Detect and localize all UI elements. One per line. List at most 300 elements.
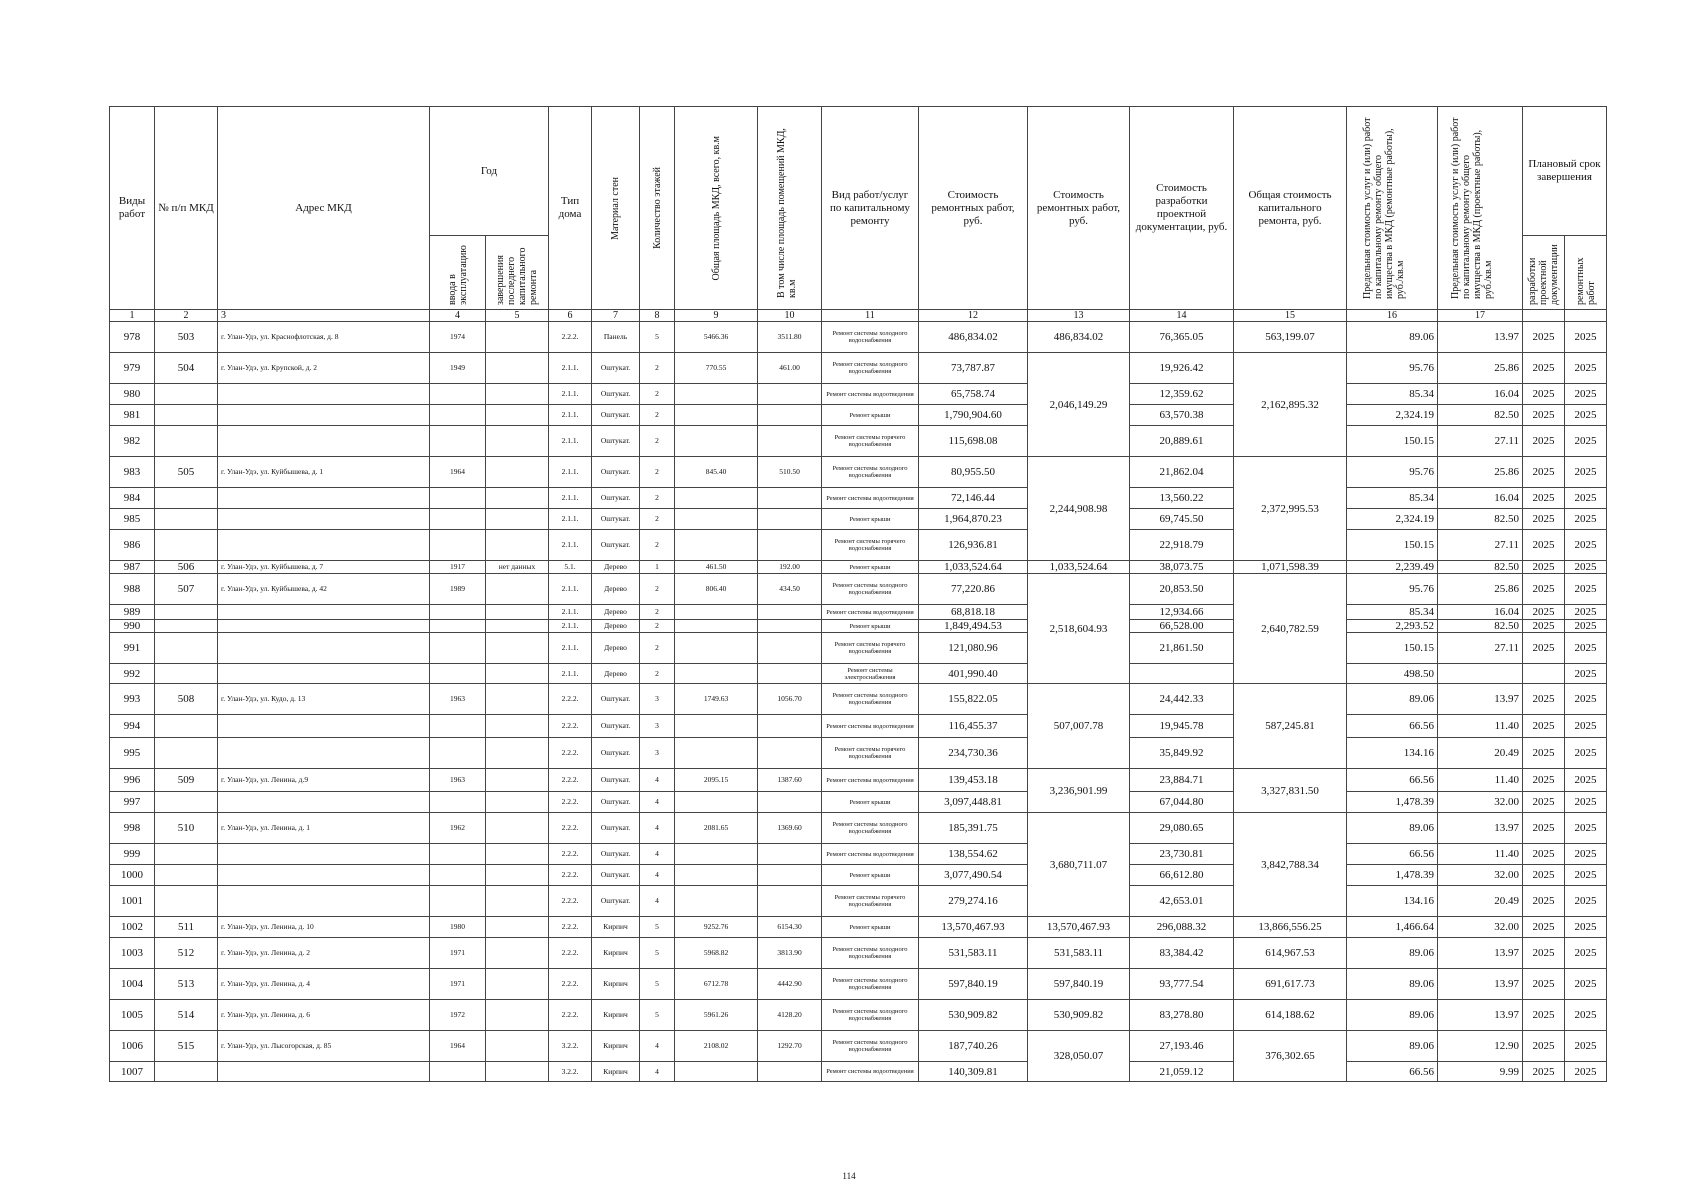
cell-address bbox=[218, 530, 430, 561]
cell-pred-proekt: 9.99 bbox=[1438, 1062, 1523, 1082]
cell-pred-rem: 1,478.39 bbox=[1347, 865, 1438, 886]
cell-stoim-proekt: 296,088.32 bbox=[1130, 917, 1234, 938]
cell-vid: 980 bbox=[110, 384, 155, 405]
cell-srok-proekt: 2025 bbox=[1523, 738, 1565, 769]
table-row bbox=[110, 605, 1607, 620]
cell-stoim-proekt: 24,442.33 bbox=[1130, 684, 1234, 715]
header-srok-proekt: разработки проектной документации bbox=[1526, 243, 1560, 305]
cell-stoim-rem: 121,080.96 bbox=[919, 633, 1028, 664]
cell-vid: 986 bbox=[110, 530, 155, 561]
col-number: 4 bbox=[430, 310, 486, 322]
cell-etazh: 5 bbox=[640, 969, 675, 1000]
table-row bbox=[110, 405, 1607, 426]
cell-pred-rem: 66.56 bbox=[1347, 844, 1438, 865]
cell-npp bbox=[155, 620, 218, 633]
cell-srok-rem: 2025 bbox=[1565, 969, 1607, 1000]
cell-vid: 999 bbox=[110, 844, 155, 865]
cell-pred-rem: 89.06 bbox=[1347, 938, 1438, 969]
cell-srok-proekt: 2025 bbox=[1523, 633, 1565, 664]
cell-stoim-rem-total: 486,834.02 bbox=[1028, 322, 1130, 353]
table-row bbox=[110, 620, 1607, 633]
cell-year-vvod: 1980 bbox=[430, 917, 486, 938]
cell-pred-proekt: 27.11 bbox=[1438, 530, 1523, 561]
cell-obsh-pl: 1749.63 bbox=[675, 684, 758, 715]
cell-pl-pom bbox=[758, 844, 822, 865]
cell-npp bbox=[155, 509, 218, 530]
table-row bbox=[110, 561, 1607, 574]
cell-work-type: Ремонт крыши bbox=[822, 792, 919, 813]
cell-stoim-proekt: 19,945.78 bbox=[1130, 715, 1234, 738]
cell-pl-pom bbox=[758, 664, 822, 684]
cell-npp: 503 bbox=[155, 322, 218, 353]
cell-etazh: 4 bbox=[640, 1031, 675, 1062]
cell-stoim-rem: 155,822.05 bbox=[919, 684, 1028, 715]
cell-year-vvod bbox=[430, 1062, 486, 1082]
cell-year-zav bbox=[486, 738, 549, 769]
cell-year-zav bbox=[486, 969, 549, 1000]
header-stoim-proekt: Стоимость разработки проектной документации, руб. bbox=[1130, 107, 1234, 310]
cell-pred-rem: 150.15 bbox=[1347, 426, 1438, 457]
cell-work-type: Ремонт системы горячего водоснабжения bbox=[822, 738, 919, 769]
cell-tip: 2.1.1. bbox=[549, 530, 592, 561]
cell-tip: 2.2.2. bbox=[549, 738, 592, 769]
cell-stoim-rem-total: 1,033,524.64 bbox=[1028, 561, 1130, 574]
cell-tip: 2.2.2. bbox=[549, 886, 592, 917]
cell-vid: 1006 bbox=[110, 1031, 155, 1062]
cell-pred-rem: 150.15 bbox=[1347, 530, 1438, 561]
header-tip: Тип дома bbox=[549, 107, 592, 310]
cell-year-zav bbox=[486, 715, 549, 738]
cell-srok-rem: 2025 bbox=[1565, 405, 1607, 426]
cell-srok-rem: 2025 bbox=[1565, 561, 1607, 574]
table-row bbox=[110, 715, 1607, 738]
cell-pred-proekt: 82.50 bbox=[1438, 509, 1523, 530]
cell-stoim-proekt: 12,359.62 bbox=[1130, 384, 1234, 405]
cell-pred-proekt: 82.50 bbox=[1438, 561, 1523, 574]
cell-stoim-rem: 3,097,448.81 bbox=[919, 792, 1028, 813]
cell-material: Оштукат. bbox=[592, 886, 640, 917]
cell-srok-rem: 2025 bbox=[1565, 509, 1607, 530]
cell-stoim-rem-total: 530,909.82 bbox=[1028, 1000, 1130, 1031]
cell-year-vvod bbox=[430, 605, 486, 620]
cell-work-type: Ремонт системы холодного водоснабжения bbox=[822, 457, 919, 488]
cell-address bbox=[218, 405, 430, 426]
cell-work-type: Ремонт системы водоотведения bbox=[822, 384, 919, 405]
cell-etazh: 2 bbox=[640, 426, 675, 457]
cell-pred-rem: 85.34 bbox=[1347, 384, 1438, 405]
cell-npp bbox=[155, 530, 218, 561]
cell-material: Кирпич bbox=[592, 1000, 640, 1031]
cell-stoim-rem: 77,220.86 bbox=[919, 574, 1028, 605]
cell-year-vvod: 1963 bbox=[430, 684, 486, 715]
cell-material: Оштукат. bbox=[592, 509, 640, 530]
cell-work-type: Ремонт системы холодного водоснабжения bbox=[822, 684, 919, 715]
cell-stoim-rem: 279,274.16 bbox=[919, 886, 1028, 917]
cell-obsh-pl: 770.55 bbox=[675, 353, 758, 384]
cell-srok-proekt: 2025 bbox=[1523, 605, 1565, 620]
col-number: 1 bbox=[110, 310, 155, 322]
cell-year-zav bbox=[486, 605, 549, 620]
cell-stoim-proekt: 23,884.71 bbox=[1130, 769, 1234, 792]
cell-material: Оштукат. bbox=[592, 384, 640, 405]
cell-pred-proekt: 20.49 bbox=[1438, 886, 1523, 917]
cell-stoim-proekt: 21,862.04 bbox=[1130, 457, 1234, 488]
cell-pred-proekt: 32.00 bbox=[1438, 865, 1523, 886]
cell-material: Кирпич bbox=[592, 938, 640, 969]
cell-material: Оштукат. bbox=[592, 405, 640, 426]
cell-pred-rem: 89.06 bbox=[1347, 684, 1438, 715]
cell-pl-pom bbox=[758, 509, 822, 530]
cell-stoim-rem-total: 328,050.07 bbox=[1028, 1031, 1130, 1082]
cell-obsh-stoim: 563,199.07 bbox=[1234, 322, 1347, 353]
cell-tip: 2.1.1. bbox=[549, 633, 592, 664]
cell-vid: 991 bbox=[110, 633, 155, 664]
cell-srok-proekt: 2025 bbox=[1523, 813, 1565, 844]
table-body bbox=[110, 322, 1607, 1082]
cell-etazh: 2 bbox=[640, 574, 675, 605]
cell-srok-proekt: 2025 bbox=[1523, 509, 1565, 530]
col-number: 3 bbox=[218, 310, 430, 322]
cell-material: Оштукат. bbox=[592, 715, 640, 738]
cell-npp: 505 bbox=[155, 457, 218, 488]
cell-obsh-stoim: 2,162,895.32 bbox=[1234, 353, 1347, 457]
cell-srok-rem: 2025 bbox=[1565, 1000, 1607, 1031]
cell-pl-pom bbox=[758, 1062, 822, 1082]
table-row bbox=[110, 664, 1607, 684]
cell-srok-rem: 2025 bbox=[1565, 426, 1607, 457]
cell-obsh-pl bbox=[675, 664, 758, 684]
cell-tip: 3.2.2. bbox=[549, 1062, 592, 1082]
cell-pred-rem: 2,324.19 bbox=[1347, 405, 1438, 426]
cell-srok-rem: 2025 bbox=[1565, 917, 1607, 938]
cell-work-type: Ремонт системы холодного водоснабжения bbox=[822, 574, 919, 605]
cell-srok-proekt: 2025 bbox=[1523, 561, 1565, 574]
cell-stoim-rem: 140,309.81 bbox=[919, 1062, 1028, 1082]
cell-obsh-pl: 2095.15 bbox=[675, 769, 758, 792]
cell-etazh: 2 bbox=[640, 620, 675, 633]
cell-vid: 1002 bbox=[110, 917, 155, 938]
cell-npp bbox=[155, 488, 218, 509]
cell-vid: 995 bbox=[110, 738, 155, 769]
cell-stoim-proekt: 20,853.50 bbox=[1130, 574, 1234, 605]
cell-stoim-rem: 530,909.82 bbox=[919, 1000, 1028, 1031]
cell-pl-pom bbox=[758, 792, 822, 813]
cell-srok-rem: 2025 bbox=[1565, 457, 1607, 488]
cell-work-type: Ремонт системы горячего водоснабжения bbox=[822, 530, 919, 561]
cell-work-type: Ремонт крыши bbox=[822, 620, 919, 633]
cell-stoim-rem: 234,730.36 bbox=[919, 738, 1028, 769]
cell-obsh-stoim: 3,842,788.34 bbox=[1234, 813, 1347, 917]
cell-srok-proekt: 2025 bbox=[1523, 844, 1565, 865]
cell-npp: 515 bbox=[155, 1031, 218, 1062]
cell-pl-pom bbox=[758, 738, 822, 769]
cell-address: г. Улан-Удэ, ул. Куйбышева, д. 42 bbox=[218, 574, 430, 605]
cell-stoim-proekt: 19,926.42 bbox=[1130, 353, 1234, 384]
col-number: 15 bbox=[1234, 310, 1347, 322]
cell-year-zav bbox=[486, 322, 549, 353]
cell-address bbox=[218, 792, 430, 813]
cell-tip: 2.1.1. bbox=[549, 605, 592, 620]
cell-etazh: 2 bbox=[640, 664, 675, 684]
cell-pred-proekt: 82.50 bbox=[1438, 620, 1523, 633]
cell-stoim-rem-total: 507,007.78 bbox=[1028, 684, 1130, 769]
cell-pred-proekt: 13.97 bbox=[1438, 938, 1523, 969]
cell-pred-rem: 134.16 bbox=[1347, 738, 1438, 769]
cell-pl-pom: 4128.20 bbox=[758, 1000, 822, 1031]
header-vidy: Виды работ bbox=[110, 107, 155, 310]
cell-vid: 984 bbox=[110, 488, 155, 509]
cell-srok-rem: 2025 bbox=[1565, 322, 1607, 353]
col-number: 10 bbox=[758, 310, 822, 322]
cell-stoim-rem: 116,455.37 bbox=[919, 715, 1028, 738]
col-number: 5 bbox=[486, 310, 549, 322]
cell-pl-pom bbox=[758, 633, 822, 664]
cell-obsh-stoim: 587,245.81 bbox=[1234, 684, 1347, 769]
table-row bbox=[110, 426, 1607, 457]
cell-tip: 2.2.2. bbox=[549, 1000, 592, 1031]
cell-obsh-pl: 5961.26 bbox=[675, 1000, 758, 1031]
cell-work-type: Ремонт системы холодного водоснабжения bbox=[822, 1000, 919, 1031]
cell-pred-proekt: 16.04 bbox=[1438, 605, 1523, 620]
cell-stoim-proekt: 66,528.00 bbox=[1130, 620, 1234, 633]
cell-obsh-stoim: 614,967.53 bbox=[1234, 938, 1347, 969]
cell-srok-rem: 2025 bbox=[1565, 1062, 1607, 1082]
cell-address: г. Улан-Удэ, ул. Ленина, д. 4 bbox=[218, 969, 430, 1000]
cell-material: Оштукат. bbox=[592, 353, 640, 384]
cell-etazh: 2 bbox=[640, 509, 675, 530]
cell-obsh-pl: 9252.76 bbox=[675, 917, 758, 938]
cell-obsh-pl: 2108.02 bbox=[675, 1031, 758, 1062]
cell-stoim-rem-total: 3,236,901.99 bbox=[1028, 769, 1130, 813]
cell-work-type: Ремонт системы холодного водоснабжения bbox=[822, 353, 919, 384]
cell-tip: 2.2.2. bbox=[549, 938, 592, 969]
cell-obsh-pl bbox=[675, 605, 758, 620]
cell-pl-pom: 510.50 bbox=[758, 457, 822, 488]
cell-obsh-pl bbox=[675, 488, 758, 509]
cell-work-type: Ремонт крыши bbox=[822, 509, 919, 530]
cell-stoim-rem: 187,740.26 bbox=[919, 1031, 1028, 1062]
cell-pred-rem: 89.06 bbox=[1347, 969, 1438, 1000]
cell-tip: 2.2.2. bbox=[549, 715, 592, 738]
cell-work-type: Ремонт системы холодного водоснабжения bbox=[822, 813, 919, 844]
cell-year-zav bbox=[486, 844, 549, 865]
cell-tip: 2.1.1. bbox=[549, 664, 592, 684]
header-pred-rem: Предельная стоимость услуг и (или) работ по капитальному ремонту общего имущества в МКД (ремонтные работы), руб./кв.м bbox=[1362, 117, 1406, 299]
cell-etazh: 4 bbox=[640, 792, 675, 813]
col-number: 6 bbox=[549, 310, 592, 322]
cell-srok-rem: 2025 bbox=[1565, 738, 1607, 769]
cell-vid: 1004 bbox=[110, 969, 155, 1000]
cell-srok-rem: 2025 bbox=[1565, 574, 1607, 605]
header-god-zav: завершения последнего капитального ремонта bbox=[495, 247, 539, 305]
cell-pred-rem: 95.76 bbox=[1347, 353, 1438, 384]
cell-npp: 509 bbox=[155, 769, 218, 792]
header-obsh-pl: Общая площадь МКД, всего, кв.м bbox=[710, 135, 722, 281]
header-obsh-stoim: Общая стоимость капитального ремонта, руб. bbox=[1234, 107, 1347, 310]
cell-srok-proekt: 2025 bbox=[1523, 488, 1565, 509]
cell-tip: 2.1.1. bbox=[549, 574, 592, 605]
cell-srok-rem: 2025 bbox=[1565, 684, 1607, 715]
col-number: 13 bbox=[1028, 310, 1130, 322]
cell-pred-proekt: 13.97 bbox=[1438, 1000, 1523, 1031]
cell-tip: 2.2.2. bbox=[549, 322, 592, 353]
cell-material: Кирпич bbox=[592, 1062, 640, 1082]
table-row bbox=[110, 738, 1607, 769]
cell-material: Оштукат. bbox=[592, 457, 640, 488]
cell-address bbox=[218, 384, 430, 405]
cell-address: г. Улан-Удэ, ул. Крупской, д. 2 bbox=[218, 353, 430, 384]
cell-etazh: 2 bbox=[640, 384, 675, 405]
cell-srok-proekt: 2025 bbox=[1523, 405, 1565, 426]
cell-srok-rem: 2025 bbox=[1565, 633, 1607, 664]
cell-npp bbox=[155, 664, 218, 684]
cell-address bbox=[218, 664, 430, 684]
cell-work-type: Ремонт крыши bbox=[822, 917, 919, 938]
cell-srok-proekt: 2025 bbox=[1523, 715, 1565, 738]
cell-material: Оштукат. bbox=[592, 865, 640, 886]
cell-stoim-rem: 3,077,490.54 bbox=[919, 865, 1028, 886]
cell-pred-rem: 85.34 bbox=[1347, 488, 1438, 509]
table-row bbox=[110, 633, 1607, 664]
table-row bbox=[110, 530, 1607, 561]
cell-obsh-stoim: 2,372,995.53 bbox=[1234, 457, 1347, 561]
cell-year-vvod: 1949 bbox=[430, 353, 486, 384]
table-row bbox=[110, 457, 1607, 488]
cell-work-type: Ремонт системы горячего водоснабжения bbox=[822, 886, 919, 917]
cell-etazh: 4 bbox=[640, 769, 675, 792]
cell-pl-pom bbox=[758, 620, 822, 633]
col-number: 16 bbox=[1347, 310, 1438, 322]
cell-srok-proekt: 2025 bbox=[1523, 792, 1565, 813]
cell-year-vvod bbox=[430, 405, 486, 426]
cell-tip: 2.1.1. bbox=[549, 384, 592, 405]
cell-stoim-proekt: 83,384.42 bbox=[1130, 938, 1234, 969]
cell-npp bbox=[155, 738, 218, 769]
cell-pred-rem: 2,239.49 bbox=[1347, 561, 1438, 574]
cell-material: Оштукат. bbox=[592, 813, 640, 844]
header-pred-proekt: Предельная стоимость услуг и (или) работ по капитальному ремонту общего имущества в МКД (проектные работы), руб./кв.м bbox=[1450, 117, 1494, 299]
cell-vid: 981 bbox=[110, 405, 155, 426]
cell-obsh-stoim: 1,071,598.39 bbox=[1234, 561, 1347, 574]
cell-address: г. Улан-Удэ, ул. Ленина, д. 2 bbox=[218, 938, 430, 969]
cell-stoim-proekt: 93,777.54 bbox=[1130, 969, 1234, 1000]
cell-material: Кирпич bbox=[592, 969, 640, 1000]
cell-obsh-pl: 5466.36 bbox=[675, 322, 758, 353]
cell-npp bbox=[155, 865, 218, 886]
cell-vid: 996 bbox=[110, 769, 155, 792]
cell-year-zav bbox=[486, 488, 549, 509]
cell-obsh-stoim: 614,188.62 bbox=[1234, 1000, 1347, 1031]
cell-npp bbox=[155, 792, 218, 813]
cell-stoim-rem: 531,583.11 bbox=[919, 938, 1028, 969]
table-row bbox=[110, 886, 1607, 917]
cell-srok-proekt: 2025 bbox=[1523, 769, 1565, 792]
cell-pred-rem: 89.06 bbox=[1347, 813, 1438, 844]
cell-stoim-rem-total: 2,046,149.29 bbox=[1028, 353, 1130, 457]
cell-srok-rem: 2025 bbox=[1565, 1031, 1607, 1062]
header-srok-rem: ремонтных работ bbox=[1574, 256, 1597, 305]
header-god-vvod: ввода в эксплуатацию bbox=[446, 244, 469, 305]
table-row bbox=[110, 353, 1607, 384]
cell-pl-pom: 3511.80 bbox=[758, 322, 822, 353]
cell-pred-proekt: 11.40 bbox=[1438, 715, 1523, 738]
cell-etazh: 5 bbox=[640, 917, 675, 938]
cell-material: Оштукат. bbox=[592, 684, 640, 715]
col-number: 9 bbox=[675, 310, 758, 322]
cell-etazh: 3 bbox=[640, 738, 675, 769]
table-row bbox=[110, 969, 1607, 1000]
cell-pl-pom: 192.00 bbox=[758, 561, 822, 574]
cell-work-type: Ремонт системы водоотведения bbox=[822, 769, 919, 792]
cell-srok-proekt: 2025 bbox=[1523, 384, 1565, 405]
cell-npp: 504 bbox=[155, 353, 218, 384]
cell-srok-rem: 2025 bbox=[1565, 620, 1607, 633]
cell-etazh: 2 bbox=[640, 405, 675, 426]
cell-obsh-pl bbox=[675, 426, 758, 457]
cell-obsh-pl: 845.40 bbox=[675, 457, 758, 488]
cell-stoim-rem: 597,840.19 bbox=[919, 969, 1028, 1000]
header-god: Год bbox=[430, 107, 549, 236]
cell-work-type: Ремонт системы холодного водоснабжения bbox=[822, 1031, 919, 1062]
cell-tip: 2.2.2. bbox=[549, 844, 592, 865]
cell-stoim-proekt: 29,080.65 bbox=[1130, 813, 1234, 844]
col-number: 7 bbox=[592, 310, 640, 322]
cell-material: Оштукат. bbox=[592, 792, 640, 813]
header-stoim-rem-2: Стоимость ремонтных работ, руб. bbox=[1028, 107, 1130, 310]
cell-etazh: 1 bbox=[640, 561, 675, 574]
cell-pl-pom: 1292.70 bbox=[758, 1031, 822, 1062]
cell-year-vvod bbox=[430, 664, 486, 684]
cell-stoim-rem: 1,964,870.23 bbox=[919, 509, 1028, 530]
cell-stoim-rem: 65,758.74 bbox=[919, 384, 1028, 405]
cell-vid: 983 bbox=[110, 457, 155, 488]
cell-vid: 987 bbox=[110, 561, 155, 574]
cell-pl-pom bbox=[758, 530, 822, 561]
cell-srok-proekt: 2025 bbox=[1523, 938, 1565, 969]
cell-address bbox=[218, 605, 430, 620]
cell-obsh-stoim: 13,866,556.25 bbox=[1234, 917, 1347, 938]
cell-pl-pom bbox=[758, 715, 822, 738]
cell-etazh: 4 bbox=[640, 844, 675, 865]
cell-etazh: 2 bbox=[640, 530, 675, 561]
cell-pred-proekt: 27.11 bbox=[1438, 633, 1523, 664]
cell-year-vvod: 1962 bbox=[430, 813, 486, 844]
header-etazh: Количество этажей bbox=[651, 167, 663, 249]
cell-srok-rem: 2025 bbox=[1565, 792, 1607, 813]
cell-year-vvod: 1964 bbox=[430, 457, 486, 488]
cell-srok-proekt: 2025 bbox=[1523, 620, 1565, 633]
cell-pl-pom: 6154.30 bbox=[758, 917, 822, 938]
cell-year-vvod bbox=[430, 844, 486, 865]
cell-stoim-proekt: 23,730.81 bbox=[1130, 844, 1234, 865]
cell-pred-rem: 2,293.52 bbox=[1347, 620, 1438, 633]
cell-pred-rem: 66.56 bbox=[1347, 1062, 1438, 1082]
cell-year-zav bbox=[486, 813, 549, 844]
cell-stoim-rem: 139,453.18 bbox=[919, 769, 1028, 792]
cell-year-zav bbox=[486, 1031, 549, 1062]
cell-year-zav bbox=[486, 620, 549, 633]
table-row bbox=[110, 509, 1607, 530]
cell-vid: 982 bbox=[110, 426, 155, 457]
cell-srok-rem: 2025 bbox=[1565, 530, 1607, 561]
cell-address bbox=[218, 738, 430, 769]
cell-srok-rem: 2025 bbox=[1565, 488, 1607, 509]
cell-srok-rem: 2025 bbox=[1565, 664, 1607, 684]
cell-npp: 510 bbox=[155, 813, 218, 844]
cell-stoim-proekt: 22,918.79 bbox=[1130, 530, 1234, 561]
cell-year-zav bbox=[486, 1000, 549, 1031]
cell-pred-rem: 66.56 bbox=[1347, 769, 1438, 792]
